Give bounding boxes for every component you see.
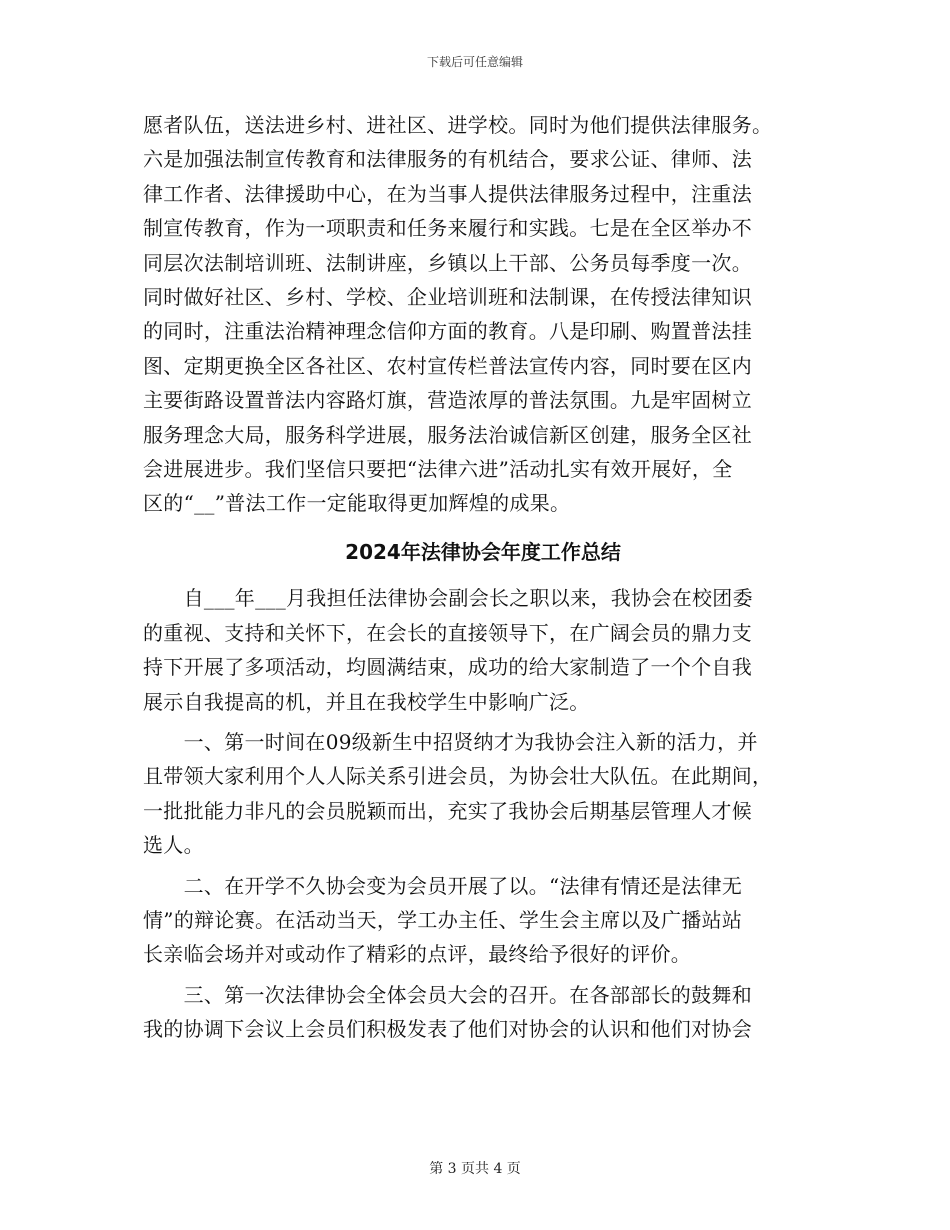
text-line: 的重视、支持和关怀下，在会长的直接领导下，在广阔会员的鼎力支 — [143, 620, 752, 645]
text-line: 二、在开学不久协会变为会员开展了以。“法律有情还是法律无 — [143, 873, 743, 898]
text-line: 自___年___月我担任法律协会副会长之职以来，我协会在校团委 — [143, 586, 753, 611]
page-header-note: 下载后可任意编辑 — [426, 55, 523, 69]
text-line: 一、第一时间在09级新生中招贤纳才为我协会注入新的活力，并 — [143, 729, 758, 754]
continued-text-block — [143, 108, 823, 521]
text-line: 同层次法制培训班、法制讲座，乡镇以上干部、公务员每季度一次。 — [143, 250, 752, 275]
paragraph-item-2 — [143, 869, 823, 972]
text-line: 愿者队伍，送法进乡村、进社区、进学校。同时为他们提供法律服务。 — [143, 113, 773, 137]
text-line: 我的协调下会议上会员们积极发表了他们对协会的认识和他们对协会 — [143, 1017, 752, 1042]
document-body — [143, 108, 823, 1053]
text-line: 区的“__”普法工作一定能取得更加辉煌的成果。 — [143, 491, 571, 516]
text-line: 会进展进步。我们坚信只要把“法律六进”活动扎实有效开展好，全 — [143, 457, 733, 482]
text-line: 制宣传教育，作为一项职责和任务来履行和实践。七是在全区举办不 — [143, 216, 752, 241]
paragraph-item-3 — [143, 978, 823, 1047]
paragraph-item-1 — [143, 725, 823, 863]
text-line: 律工作者、法律援助中心，在为当事人提供法律服务过程中，注重法 — [143, 181, 752, 206]
text-line: 情”的辩论赛。在活动当天，学工办主任、学生会主席以及广播站站 — [143, 907, 743, 932]
text-line: 持下开展了多项活动，均圆满结束，成功的给大家制造了一个个自我 — [143, 655, 752, 680]
text-line: 一批批能力非凡的会员脱颖而出，充实了我协会后期基层管理人才候 — [143, 798, 752, 823]
text-line: 服务理念大局，服务科学进展，服务法治诚信新区创建，服务全区社 — [143, 422, 752, 447]
text-line: 长亲临会场并对或动作了精彩的点评，最终给予很好的评价。 — [143, 942, 692, 967]
paragraph-intro — [143, 581, 823, 719]
text-line: 选人。 — [143, 833, 204, 858]
text-line: 图、定期更换全区各社区、农村宣传栏普法宣传内容，同时要在区内 — [143, 353, 752, 378]
text-line: 同时做好社区、乡村、学校、企业培训班和法制课，在传授法律知识 — [143, 285, 752, 310]
text-line: 展示自我提高的机，并且在我校学生中影响广泛。 — [143, 689, 590, 714]
text-line: 六是加强法制宣传教育和法律服务的有机结合，要求公证、律师、法 — [143, 147, 752, 172]
text-line: 三、第一次法律协会全体会员大会的召开。在各部部长的鼓舞和 — [143, 982, 752, 1007]
text-line: 的同时，注重法治精神理念信仰方面的教育。八是印刷、购置普法挂 — [143, 319, 752, 344]
text-line: 主要街路设置普法内容路灯旗，营造浓厚的普法氛围。九是牢固树立 — [143, 388, 752, 413]
section-title: 2024年法律协会年度工作总结 — [345, 539, 621, 564]
page-number-footer: 第 3 页共 4 页 — [429, 1161, 521, 1177]
text-line: 且带领大家利用个人人际关系引进会员，为协会壮大队伍。在此期间， — [143, 764, 773, 789]
